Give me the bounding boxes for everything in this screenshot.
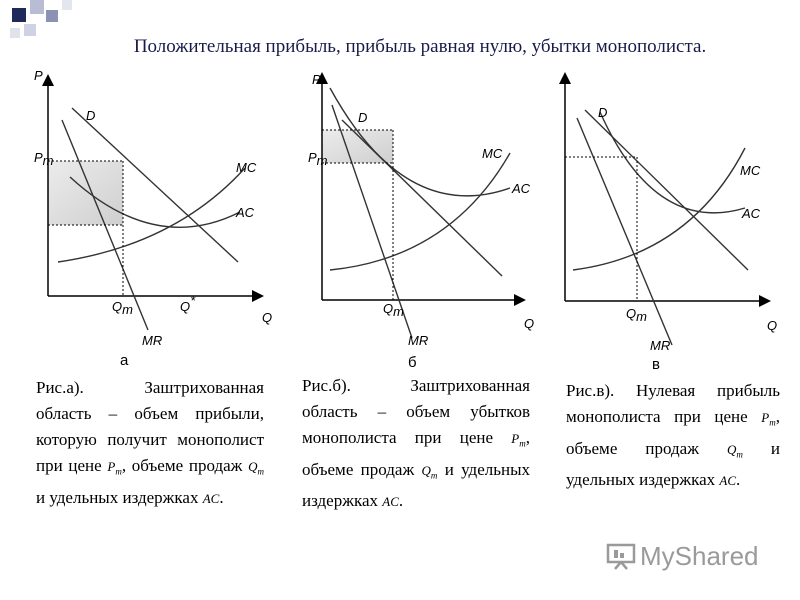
mr-curve bbox=[577, 118, 672, 345]
label-ac: AC bbox=[236, 205, 255, 220]
graph-c bbox=[565, 78, 777, 353]
symbol-pm: $P_m$ bbox=[761, 410, 776, 428]
slide-title: Положительная прибыль, прибыль равная нулю, убытки монополиста. bbox=[133, 36, 707, 57]
figure-letter-b: б bbox=[408, 354, 417, 371]
label-qm: Qm bbox=[112, 299, 133, 317]
label-d: D bbox=[598, 105, 608, 120]
label-qstar: Q* bbox=[180, 293, 196, 314]
demand-curve bbox=[585, 110, 748, 270]
label-pm: Pm bbox=[34, 150, 54, 168]
label-qm: Qm bbox=[383, 301, 404, 319]
label-mc: MC bbox=[740, 163, 761, 178]
mc-curve bbox=[573, 148, 745, 270]
caption-b: Рис.б). Заштрихованная область – объем убытков монополиста при цене $P_m$, объеме продаж $Q_m$ и удельных издержках AC. bbox=[302, 376, 531, 511]
label-mr: MR bbox=[650, 338, 671, 353]
label-mc: MC bbox=[482, 146, 503, 161]
symbol-pm: $P_m$ bbox=[107, 459, 122, 477]
symbol-pm: $P_m$ bbox=[511, 431, 526, 449]
ac-curve bbox=[600, 112, 745, 213]
symbol-qm: $Q_m$ bbox=[421, 462, 438, 481]
label-ac: AC bbox=[742, 206, 761, 221]
label-d: D bbox=[86, 108, 96, 123]
label-d: D bbox=[358, 110, 368, 125]
axis-label-p: P bbox=[34, 68, 43, 83]
symbol-ac: AC bbox=[382, 494, 399, 510]
label-mc: MC bbox=[236, 160, 257, 175]
label-mr: MR bbox=[142, 333, 163, 348]
axis-label-p: P bbox=[312, 72, 321, 87]
caption-a: Рис.а). Заштрихованная область – объем прибыли, которую получит монополист при цене $P_m$, объеме продаж $Q_m$ и удельных издержках AC. bbox=[36, 378, 265, 507]
label-mr: MR bbox=[408, 333, 429, 348]
axis-label-q: Q bbox=[262, 310, 273, 325]
label-qm: Qm bbox=[626, 306, 647, 324]
symbol-ac: AC bbox=[202, 490, 220, 506]
symbol-qm: $Q_m$ bbox=[726, 441, 743, 460]
label-ac: AC bbox=[512, 181, 531, 196]
label-pm: Pm bbox=[308, 150, 328, 168]
presentation-board-icon bbox=[606, 542, 636, 570]
figure-letter-a: а bbox=[120, 352, 129, 369]
figure-letter-c: в bbox=[652, 356, 660, 373]
mc-curve bbox=[330, 153, 510, 270]
graph-a bbox=[34, 68, 272, 348]
axis-label-q: Q bbox=[524, 316, 535, 331]
myshared-logo bbox=[606, 538, 759, 574]
graph-b bbox=[308, 72, 534, 348]
symbol-qm: $Q_m$ bbox=[248, 459, 265, 477]
caption-c: Рис.в). Нулевая прибыль монополиста при цене $P_m$, объеме продаж $Q_m$ и удельных издержках AC. bbox=[566, 381, 781, 490]
axis-label-q: Q bbox=[767, 318, 778, 333]
symbol-ac: AC bbox=[719, 473, 736, 489]
logo-text: MyShared bbox=[640, 540, 759, 571]
profit-area bbox=[48, 161, 123, 225]
